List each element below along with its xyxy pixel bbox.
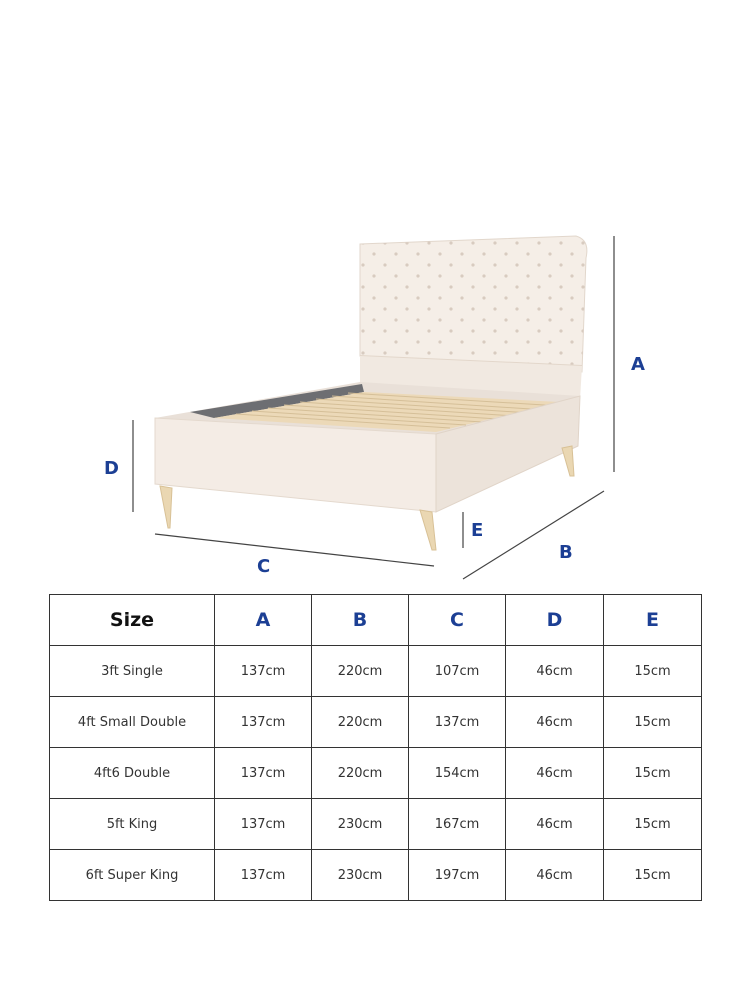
table-cell: 137cm — [409, 697, 506, 748]
table-cell: 230cm — [312, 799, 409, 850]
table-cell: 3ft Single — [50, 646, 215, 697]
size-table — [49, 594, 702, 901]
table-cell: 137cm — [215, 799, 312, 850]
table-cell: 46cm — [506, 697, 604, 748]
table-row — [50, 697, 702, 748]
table-cell: 137cm — [215, 850, 312, 901]
dimension-label-c: C — [257, 556, 271, 577]
table-cell: 167cm — [409, 799, 506, 850]
table-cell: 220cm — [312, 748, 409, 799]
table-cell: 15cm — [604, 850, 702, 901]
table-cell: 15cm — [604, 748, 702, 799]
table-cell: 107cm — [409, 646, 506, 697]
table-row — [50, 799, 702, 850]
table-row — [50, 850, 702, 901]
header-d: D — [506, 595, 604, 646]
table-cell: 5ft King — [50, 799, 215, 850]
table-cell: 6ft Super King — [50, 850, 215, 901]
table-header-row — [50, 595, 702, 646]
dimension-label-d: D — [104, 458, 119, 479]
table-cell: 15cm — [604, 697, 702, 748]
table-cell: 137cm — [215, 748, 312, 799]
table-cell: 197cm — [409, 850, 506, 901]
table-cell: 46cm — [506, 799, 604, 850]
dimension-label-a: A — [631, 354, 645, 375]
table-cell: 15cm — [604, 799, 702, 850]
table-cell: 46cm — [506, 748, 604, 799]
dimension-label-e: E — [471, 520, 484, 541]
table-cell: 46cm — [506, 850, 604, 901]
table-cell: 15cm — [604, 646, 702, 697]
table-cell: 220cm — [312, 697, 409, 748]
headboard — [360, 236, 587, 400]
dim-line-c — [155, 534, 434, 566]
table-row — [50, 646, 702, 697]
header-b: B — [312, 595, 409, 646]
header-size: Size — [50, 595, 215, 646]
table-cell: 46cm — [506, 646, 604, 697]
dimension-label-b: B — [559, 542, 573, 563]
table-cell: 4ft6 Double — [50, 748, 215, 799]
table-cell: 4ft Small Double — [50, 697, 215, 748]
table-cell: 154cm — [409, 748, 506, 799]
table-row — [50, 748, 702, 799]
table-cell: 137cm — [215, 646, 312, 697]
table-cell: 137cm — [215, 697, 312, 748]
header-c: C — [409, 595, 506, 646]
table-cell: 220cm — [312, 646, 409, 697]
table-cell: 230cm — [312, 850, 409, 901]
header-e: E — [604, 595, 702, 646]
header-a: A — [215, 595, 312, 646]
dim-line-b — [463, 491, 604, 579]
